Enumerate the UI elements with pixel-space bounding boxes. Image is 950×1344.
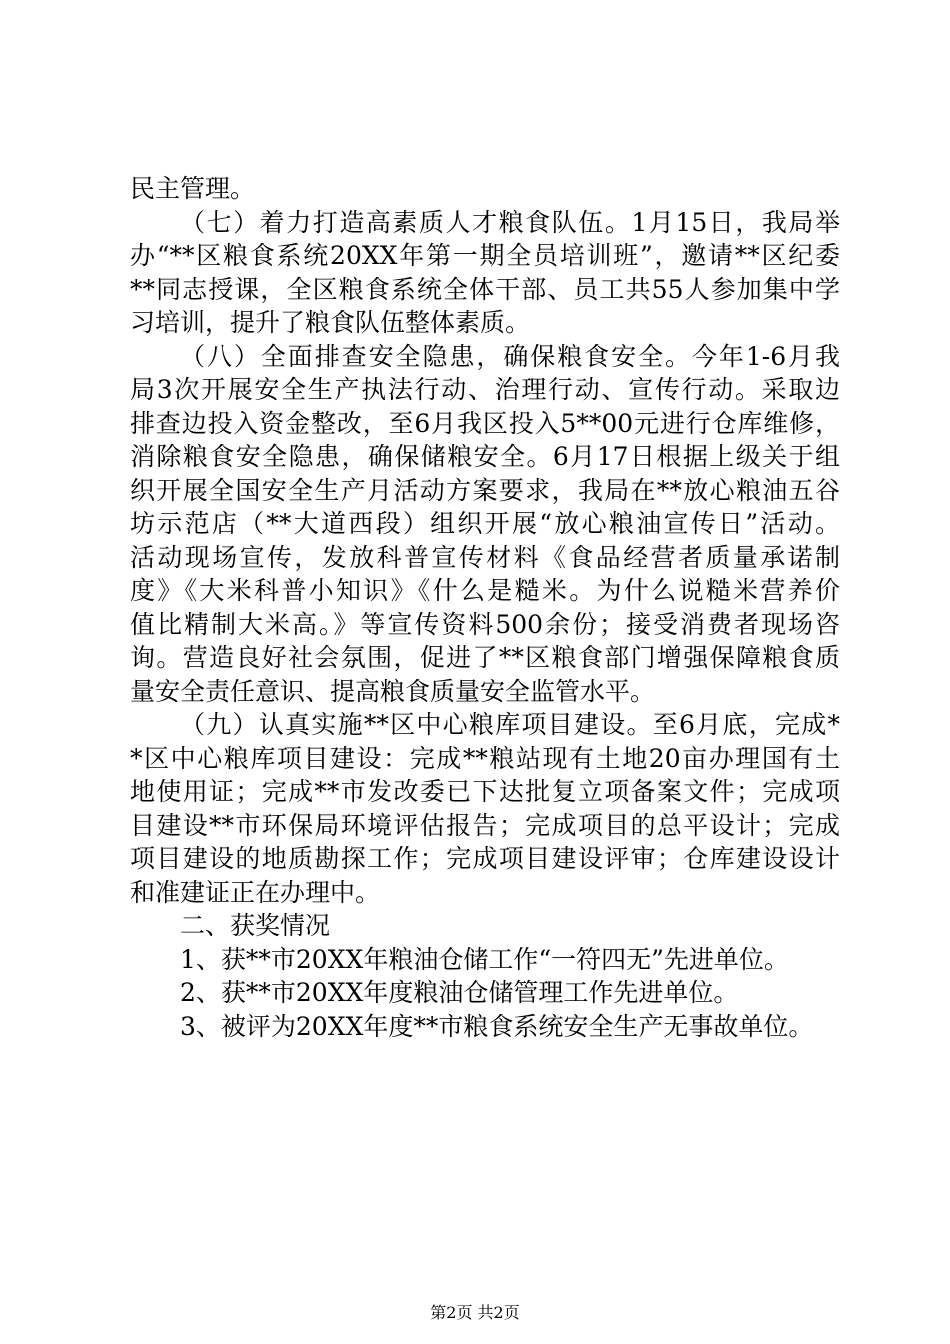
text-line: 活动现场宣传，发放科普宣传材料《食品经营者质量承诺制 — [130, 542, 840, 572]
text-line: （七）着力打造高素质人才粮食队伍。1月15日，我局举 — [180, 207, 840, 237]
text-line: 值比精制大米高。》等宣传资料500余份；接受消费者现场咨 — [130, 609, 840, 639]
text-line: 消除粮食安全隐患，确保储粮安全。6月17日根据上级关于组 — [130, 442, 840, 471]
text-line: 项目建设的地质勘探工作；完成项目建设评审；仓库建设设计 — [130, 844, 840, 873]
text-line: 民主管理。 — [130, 174, 256, 203]
text-line: （八）全面排查安全隐患，确保粮食安全。今年1-6月我 — [180, 341, 840, 371]
text-line: **同志授课，全区粮食系统全体干部、员工共55人参加集中学 — [130, 274, 840, 304]
body-text — [130, 172, 840, 1043]
text-line: 习培训，提升了粮食队伍整体素质。 — [130, 308, 531, 337]
text-line: 1、获**市20XX年粮油仓储工作“一符四无”先进单位。 — [180, 944, 789, 974]
page-footer: 第2页 共2页 — [430, 1303, 520, 1322]
text-line: 询。营造良好社会氛围，促进了**区粮食部门增强保障粮食质 — [130, 643, 840, 672]
text-line: 办“**区粮食系统20XX年第一期全员培训班”，邀请**区纪委 — [130, 241, 840, 270]
text-line: 3、被评为20XX年度**市粮食系统安全生产无事故单位。 — [180, 1011, 814, 1041]
text-line: 度》《大米科普小知识》《什么是糙米。为什么说糙米营养价 — [130, 576, 840, 605]
text-line: 量安全责任意识、提高粮食质量安全监管水平。 — [130, 676, 656, 706]
text-line: 局3次开展安全生产执法行动、治理行动、宣传行动。采取边 — [130, 375, 840, 404]
text-line: *区中心粮库项目建设：完成**粮站现有土地20亩办理国有土 — [130, 743, 840, 773]
text-line: 目建设**市环保局环境评估报告；完成项目的总平设计；完成 — [130, 810, 840, 840]
text-line: 和准建证正在办理中。 — [130, 877, 381, 907]
text-line: 织开展全国安全生产月活动方案要求，我局在**放心粮油五谷 — [130, 475, 840, 505]
text-line: 二、获奖情况 — [180, 911, 331, 940]
text-line: （九）认真实施**区中心粮库项目建设。至6月底，完成* — [180, 710, 840, 739]
text-line: 排查边投入资金整改，至6月我区投入5**00元进行仓库维修， — [130, 408, 840, 438]
text-line: 2、获**市20XX年度粮油仓储管理工作先进单位。 — [180, 978, 739, 1007]
text-line: 坊示范店（**大道西段）组织开展“放心粮油宣传日”活动。 — [130, 509, 840, 538]
text-line: 地使用证；完成**市发改委已下达批复立项备案文件；完成项 — [130, 777, 840, 806]
